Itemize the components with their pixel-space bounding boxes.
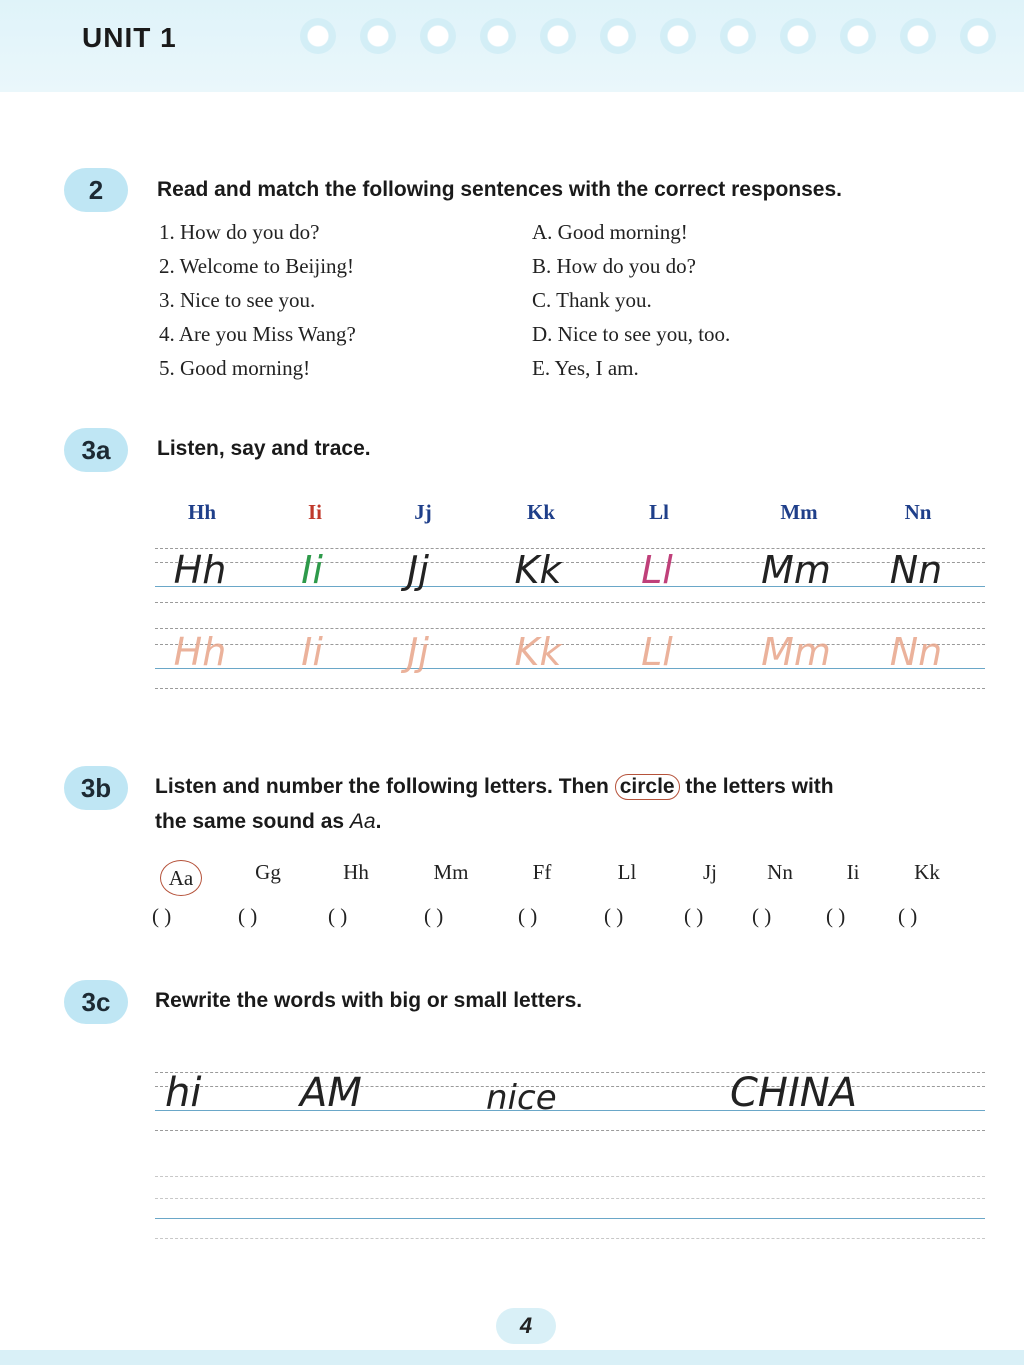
letter-nn: Nn (767, 860, 793, 884)
letter-ii: Ii (846, 860, 860, 884)
answer-blank[interactable]: ( ) (424, 904, 444, 928)
script-letter-ii: Ii (301, 548, 323, 592)
instruction-text: Listen and number the following letters. Then (155, 775, 615, 798)
answer-blank[interactable]: ( ) (518, 904, 538, 928)
exercise-3c-badge: 3c (64, 980, 128, 1024)
letter-heading-nn: Nn (904, 500, 932, 524)
instruction-text: . (375, 810, 382, 833)
writing-lines-row-2 (155, 628, 985, 692)
response-item: A. Good morning! (532, 220, 688, 244)
exercise-2-badge: 2 (64, 168, 128, 212)
question-item: 1. How do you do? (159, 220, 320, 244)
exercise-3b-instruction-line-1 (155, 774, 834, 800)
word-nice: nice (486, 1078, 557, 1118)
instruction-example-letter: Aa (349, 810, 376, 833)
answer-blank[interactable]: ( ) (752, 904, 772, 928)
writing-lines-row-1 (155, 548, 985, 608)
instruction-text: the same sound as (155, 810, 350, 833)
header-decoration (300, 18, 1024, 58)
script-letter-kk: Kk (514, 548, 562, 592)
exercise-3b-instruction-line-2 (155, 810, 381, 834)
letter-kk: Kk (914, 860, 940, 884)
letter-heading-ll: Ll (649, 500, 669, 524)
exercise-3b-badge: 3b (64, 766, 128, 810)
word-china: CHINA (730, 1070, 858, 1116)
question-item: 4. Are you Miss Wang? (159, 322, 356, 346)
exercise-2-responses (532, 218, 730, 388)
letter-heading-jj: Jj (414, 500, 432, 524)
script-letter-mm: Mm (761, 548, 831, 592)
letter-mm: Mm (433, 860, 469, 884)
trace-letter-nn[interactable]: Nn (889, 630, 943, 674)
script-letter-hh: Hh (173, 548, 227, 592)
exercise-2-questions (159, 218, 356, 388)
circled-word: circle (615, 774, 680, 800)
writing-lines-words (155, 1072, 985, 1134)
trace-letter-ll[interactable]: Ll (641, 630, 673, 674)
letter-aa-circled: Aa (160, 860, 202, 896)
response-item: D. Nice to see you, too. (532, 322, 731, 346)
letter-ff: Ff (532, 860, 552, 884)
answer-blank[interactable]: ( ) (328, 904, 348, 928)
letter-hh: Hh (343, 860, 369, 884)
page-header (0, 0, 1024, 92)
letter-ll: Ll (617, 860, 637, 884)
letter-jj: Jj (702, 860, 718, 884)
letter-heading-ii: Ii (307, 500, 323, 524)
letter-heading-mm: Mm (780, 500, 818, 524)
trace-letter-mm[interactable]: Mm (761, 630, 831, 674)
answer-blank[interactable]: ( ) (826, 904, 846, 928)
answer-blank[interactable]: ( ) (898, 904, 918, 928)
trace-letter-kk[interactable]: Kk (514, 630, 562, 674)
answer-blank[interactable]: ( ) (604, 904, 624, 928)
exercise-2-instruction: Read and match the following sentences with the correct responses. (157, 178, 842, 201)
script-letter-ll: Ll (641, 548, 673, 592)
footer-band (0, 1350, 1024, 1365)
question-item: 3. Nice to see you. (159, 288, 316, 312)
exercise-3a-badge: 3a (64, 428, 128, 472)
page-number: 4 (496, 1308, 556, 1344)
letter-heading-hh: Hh (187, 500, 217, 524)
script-letter-nn: Nn (889, 548, 943, 592)
unit-title: UNIT 1 (82, 22, 177, 53)
answer-blank[interactable]: ( ) (238, 904, 258, 928)
response-item: E. Yes, I am. (532, 356, 639, 380)
exercise-3c-instruction: Rewrite the words with big or small letters. (155, 989, 583, 1012)
response-item: B. How do you do? (532, 254, 696, 278)
script-letter-jj: Jj (407, 548, 429, 592)
word-hi: hi (165, 1070, 202, 1116)
response-item: C. Thank you. (532, 288, 652, 312)
trace-letter-jj[interactable]: Jj (407, 630, 429, 674)
trace-letter-hh[interactable]: Hh (173, 630, 227, 674)
trace-letter-ii[interactable]: Ii (301, 630, 323, 674)
answer-blank[interactable]: ( ) (684, 904, 704, 928)
exercise-3a-instruction: Listen, say and trace. (157, 437, 371, 460)
letter-gg: Gg (255, 860, 281, 884)
word-am: AM (300, 1070, 362, 1116)
instruction-text: the letters with (679, 775, 834, 798)
writing-lines-answer[interactable] (155, 1176, 985, 1240)
letter-heading-kk: Kk (526, 500, 556, 524)
question-item: 5. Good morning! (159, 356, 311, 380)
answer-blank[interactable]: ( ) (152, 904, 172, 928)
question-item: 2. Welcome to Beijing! (159, 254, 355, 278)
